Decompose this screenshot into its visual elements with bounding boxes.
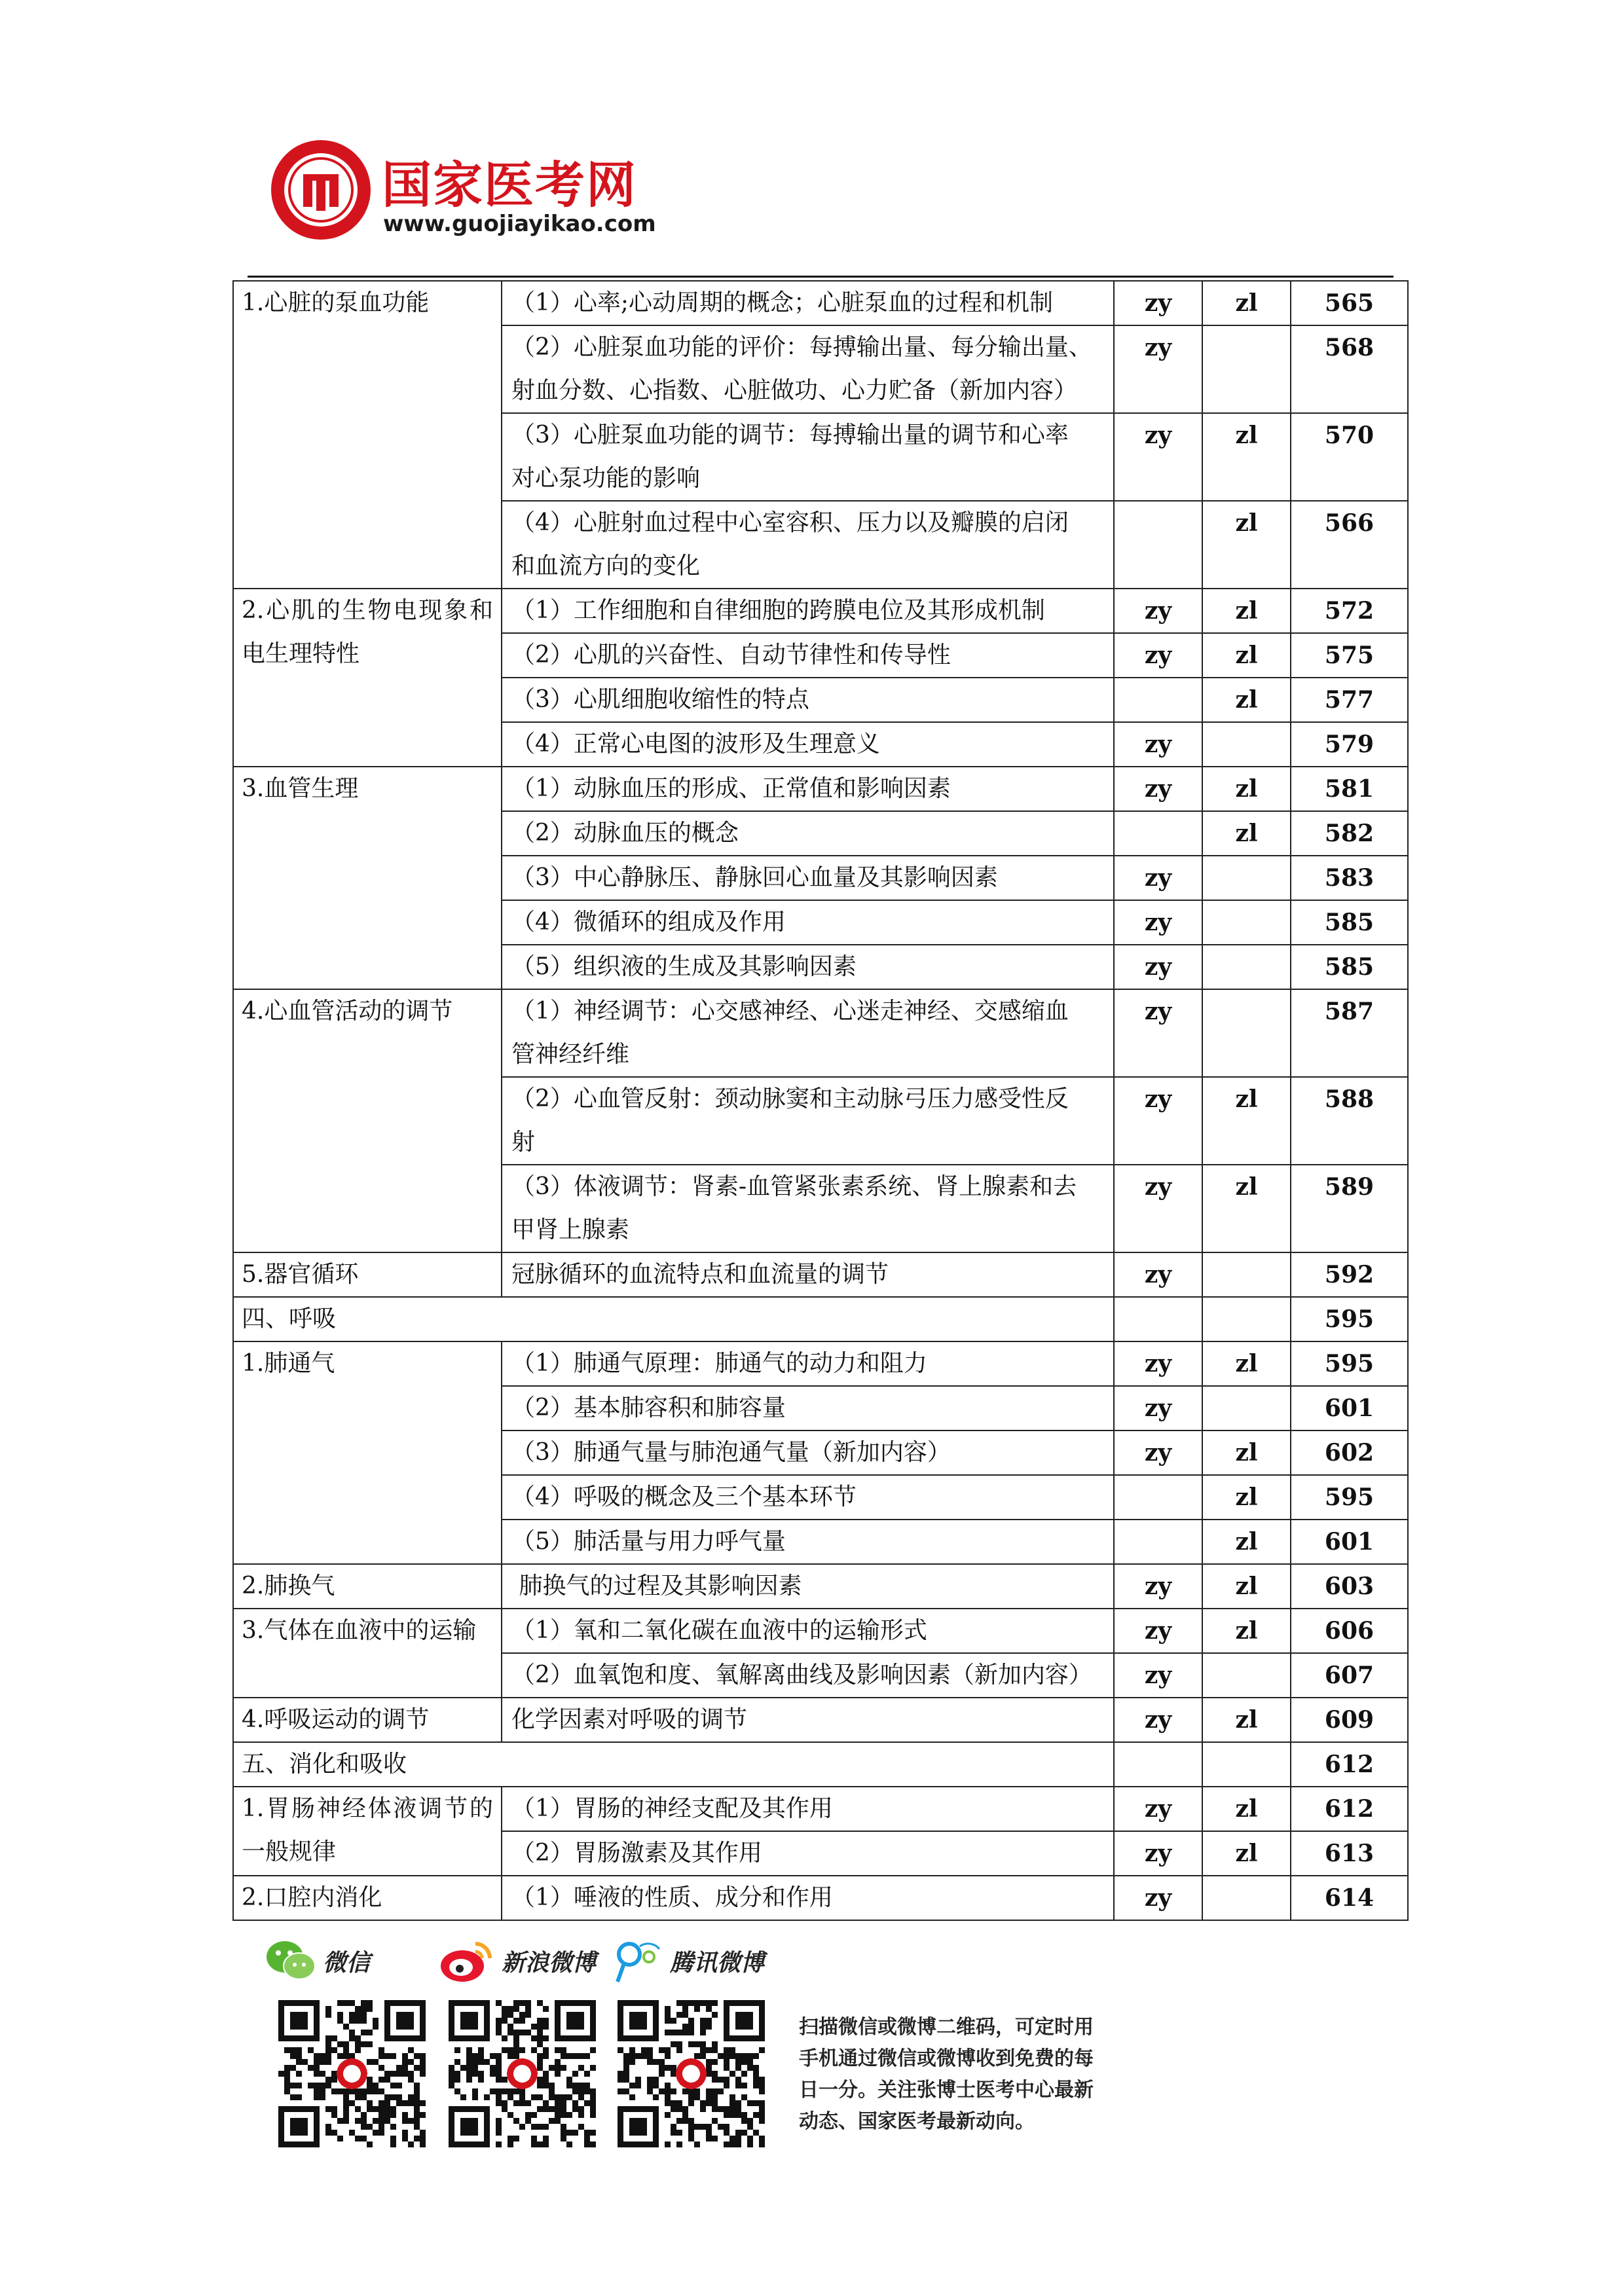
zl-cell — [1202, 856, 1291, 900]
zy-cell — [1114, 678, 1202, 722]
sina-weibo-icon — [439, 1937, 495, 1984]
zl-cell: zl — [1202, 1698, 1291, 1742]
unit-cell: 5.器官循环 — [233, 1252, 502, 1297]
sina-weibo-qr-code-icon[interactable] — [449, 2000, 596, 2147]
topic-line: 射 — [511, 1129, 536, 1156]
unit-cell: 4.呼吸运动的调节 — [233, 1698, 502, 1742]
zy-cell: zy — [1114, 1564, 1202, 1609]
page-cell: 609 — [1291, 1698, 1408, 1742]
topic-cell — [502, 989, 1114, 1077]
section-title: 四、呼吸 — [233, 1297, 1114, 1341]
unit-cell: 2.肺换气 — [233, 1564, 502, 1609]
topic-cell — [502, 811, 1114, 856]
topic-cell — [502, 1520, 1114, 1564]
footer — [265, 1935, 1182, 2170]
zl-cell: zl — [1202, 413, 1291, 501]
syllabus-table — [232, 280, 1409, 1921]
topic-cell — [502, 1609, 1114, 1653]
page-cell: 612 — [1291, 1742, 1408, 1787]
zl-cell — [1202, 1386, 1291, 1430]
topic-cell — [502, 633, 1114, 678]
wechat-icon — [265, 1939, 316, 1983]
topic-line: （3）心肌细胞收缩性的特点 — [511, 686, 809, 713]
zy-cell — [1114, 1520, 1202, 1564]
zy-cell: zy — [1114, 281, 1202, 325]
zl-cell: zl — [1202, 1475, 1291, 1520]
topic-cell — [502, 1564, 1114, 1609]
page-cell: 595 — [1291, 1341, 1408, 1386]
table-row — [233, 1609, 1408, 1653]
page-cell: 570 — [1291, 413, 1408, 501]
zy-cell — [1114, 1742, 1202, 1787]
topic-cell — [502, 1077, 1114, 1165]
topic-line: （1）神经调节：心交感神经、心迷走神经、交感缩血 — [511, 998, 1069, 1025]
page-cell: 579 — [1291, 722, 1408, 767]
zy-cell: zy — [1114, 1386, 1202, 1430]
brand-url[interactable]: www.guojiayikao.com — [383, 211, 656, 237]
topic-cell — [502, 501, 1114, 589]
page-cell: 602 — [1291, 1430, 1408, 1475]
topic-cell — [502, 1653, 1114, 1698]
page-cell: 568 — [1291, 325, 1408, 413]
zy-cell: zy — [1114, 1787, 1202, 1831]
topic-line: （3）中心静脉压、静脉回心血量及其影响因素 — [511, 864, 998, 891]
zy-cell: zy — [1114, 722, 1202, 767]
topic-line: （3）肺通气量与肺泡通气量（新加内容） — [511, 1439, 951, 1466]
table-row — [233, 1787, 1408, 1831]
zy-cell: zy — [1114, 1341, 1202, 1386]
zy-cell: zy — [1114, 413, 1202, 501]
topic-cell — [502, 856, 1114, 900]
page-cell: 587 — [1291, 989, 1408, 1077]
table-row — [233, 1876, 1408, 1920]
zl-cell: zl — [1202, 1520, 1291, 1564]
page-cell: 572 — [1291, 589, 1408, 633]
zy-cell: zy — [1114, 945, 1202, 989]
topic-cell — [502, 900, 1114, 945]
page-cell: 601 — [1291, 1386, 1408, 1430]
unit-cell: 1.心脏的泵血功能 — [233, 281, 502, 589]
zy-cell — [1114, 811, 1202, 856]
topic-cell — [502, 1698, 1114, 1742]
zy-cell: zy — [1114, 1252, 1202, 1297]
topic-line: （1）唾液的性质、成分和作用 — [511, 1884, 833, 1911]
topic-line: （1）肺通气原理：肺通气的动力和阻力 — [511, 1350, 927, 1377]
zy-cell: zy — [1114, 325, 1202, 413]
topic-cell — [502, 1165, 1114, 1252]
site-logo[interactable] — [265, 131, 697, 246]
zy-cell: zy — [1114, 1609, 1202, 1653]
topic-cell — [502, 1787, 1114, 1831]
table-row — [233, 589, 1408, 633]
topic-line: （1）工作细胞和自律细胞的跨膜电位及其形成机制 — [511, 597, 1045, 624]
tencent-weibo-label: 腾讯微博 — [670, 1949, 765, 1977]
zl-cell — [1202, 1653, 1291, 1698]
footer-note-line: 手机通过微信或微博收到免费的每 — [799, 2047, 1094, 2070]
page-cell: 595 — [1291, 1297, 1408, 1341]
zl-cell: zl — [1202, 1341, 1291, 1386]
page-cell: 612 — [1291, 1787, 1408, 1831]
topic-line: （2）血氧饱和度、氧解离曲线及影响因素（新加内容） — [511, 1662, 1092, 1688]
topic-cell — [502, 1831, 1114, 1876]
topic-cell — [502, 413, 1114, 501]
table-row — [233, 767, 1408, 811]
page-cell: 613 — [1291, 1831, 1408, 1876]
zl-cell — [1202, 945, 1291, 989]
zy-cell: zy — [1114, 1165, 1202, 1252]
footer-note — [799, 2012, 1166, 2138]
zl-cell: zl — [1202, 767, 1291, 811]
page-cell: 607 — [1291, 1653, 1408, 1698]
topic-line: （1）胃肠的神经支配及其作用 — [511, 1795, 833, 1822]
topic-cell — [502, 1252, 1114, 1297]
sina-weibo-label: 新浪微博 — [502, 1949, 597, 1977]
section-title: 五、消化和吸收 — [233, 1742, 1114, 1787]
topic-line: （2）动脉血压的概念 — [511, 820, 739, 847]
zy-cell: zy — [1114, 767, 1202, 811]
topic-line: （3）心脏泵血功能的调节：每搏输出量的调节和心率 — [511, 422, 1069, 448]
zy-cell — [1114, 1297, 1202, 1341]
page-cell: 614 — [1291, 1876, 1408, 1920]
table-row — [233, 1698, 1408, 1742]
zl-cell: zl — [1202, 281, 1291, 325]
zl-cell: zl — [1202, 1609, 1291, 1653]
emblem-icon — [265, 137, 377, 242]
page-cell: 592 — [1291, 1252, 1408, 1297]
zl-cell: zl — [1202, 633, 1291, 678]
page-cell: 585 — [1291, 900, 1408, 945]
wechat-link[interactable] — [265, 1935, 370, 1987]
topic-line: （4）呼吸的概念及三个基本环节 — [511, 1484, 857, 1510]
page-cell: 585 — [1291, 945, 1408, 989]
unit-cell: 4.心血管活动的调节 — [233, 989, 502, 1252]
page-cell: 577 — [1291, 678, 1408, 722]
page-cell: 606 — [1291, 1609, 1408, 1653]
wechat-label: 微信 — [323, 1949, 371, 1977]
topic-line: 冠脉循环的血流特点和血流量的调节 — [511, 1261, 889, 1288]
zy-cell: zy — [1114, 1430, 1202, 1475]
topic-line: （4）微循环的组成及作用 — [511, 909, 786, 936]
unit-cell: 1.胃肠神经体液调节的一般规律 — [233, 1787, 502, 1876]
zy-cell: zy — [1114, 856, 1202, 900]
topic-line: （5）组织液的生成及其影响因素 — [511, 953, 857, 980]
topic-line: （2）心肌的兴奋性、自动节律性和传导性 — [511, 642, 951, 668]
topic-line: （4）心脏射血过程中心室容积、压力以及瓣膜的启闭 — [511, 509, 1069, 536]
topic-line: （1）动脉血压的形成、正常值和影响因素 — [511, 775, 951, 802]
table-row — [233, 1252, 1408, 1297]
zl-cell: zl — [1202, 678, 1291, 722]
unit-cell: 3.血管生理 — [233, 767, 502, 989]
zy-cell: zy — [1114, 1876, 1202, 1920]
wechat-qr-code-icon[interactable] — [278, 2000, 426, 2147]
topic-cell — [502, 1475, 1114, 1520]
zy-cell: zy — [1114, 633, 1202, 678]
topic-cell — [502, 945, 1114, 989]
topic-line: 管神经纤维 — [511, 1041, 630, 1068]
zy-cell — [1114, 501, 1202, 589]
topic-cell — [502, 1876, 1114, 1920]
topic-line: （5）肺活量与用力呼气量 — [511, 1528, 786, 1555]
tencent-weibo-link[interactable] — [611, 1935, 764, 1987]
topic-line: （3）体液调节：肾素-血管紧张素系统、肾上腺素和去 — [511, 1173, 1077, 1200]
table-row — [233, 281, 1408, 325]
zl-cell — [1202, 722, 1291, 767]
tencent-weibo-icon — [611, 1937, 663, 1984]
page-cell: 603 — [1291, 1564, 1408, 1609]
unit-cell: 1.肺通气 — [233, 1341, 502, 1564]
zl-cell — [1202, 900, 1291, 945]
page-cell: 588 — [1291, 1077, 1408, 1165]
topic-line: 肺换气的过程及其影响因素 — [511, 1573, 802, 1599]
zl-cell: zl — [1202, 1787, 1291, 1831]
topic-cell — [502, 1341, 1114, 1386]
page-cell: 589 — [1291, 1165, 1408, 1252]
topic-line: 和血流方向的变化 — [511, 553, 701, 579]
section-row — [233, 1742, 1408, 1787]
brand-name: 国家医考网 — [382, 156, 637, 214]
topic-line: 对心泵功能的影响 — [511, 465, 701, 492]
page-cell: 582 — [1291, 811, 1408, 856]
sina-weibo-link[interactable] — [439, 1935, 596, 1987]
topic-cell — [502, 1386, 1114, 1430]
topic-cell — [502, 589, 1114, 633]
table-row — [233, 1341, 1408, 1386]
topic-line: （1）心率;心动周期的概念；心脏泵血的过程和机制 — [511, 289, 1054, 316]
unit-cell: 2.口腔内消化 — [233, 1876, 502, 1920]
topic-line: （4）正常心电图的波形及生理意义 — [511, 731, 880, 757]
zy-cell — [1114, 1475, 1202, 1520]
topic-line: （2）胃肠激素及其作用 — [511, 1840, 762, 1867]
topic-cell — [502, 1430, 1114, 1475]
footer-note-line: 扫描微信或微博二维码，可定时用 — [799, 2016, 1094, 2039]
topic-line: （1）氧和二氧化碳在血液中的运输形式 — [511, 1617, 927, 1644]
topic-line: （2）心血管反射：颈动脉窦和主动脉弓压力感受性反 — [511, 1085, 1069, 1112]
zy-cell: zy — [1114, 1077, 1202, 1165]
tencent-weibo-qr-code-icon[interactable] — [618, 2000, 765, 2147]
table-row — [233, 1564, 1408, 1609]
footer-note-line: 动态、国家医考最新动向。 — [799, 2110, 1035, 2133]
topic-line: 甲肾上腺素 — [511, 1216, 630, 1243]
zl-cell — [1202, 1297, 1291, 1341]
topic-cell — [502, 678, 1114, 722]
page-cell: 581 — [1291, 767, 1408, 811]
topic-cell — [502, 722, 1114, 767]
zl-cell — [1202, 325, 1291, 413]
zy-cell: zy — [1114, 1831, 1202, 1876]
section-row — [233, 1297, 1408, 1341]
page-cell: 575 — [1291, 633, 1408, 678]
zl-cell: zl — [1202, 1831, 1291, 1876]
header-divider — [248, 276, 1393, 278]
unit-cell: 3.气体在血液中的运输 — [233, 1609, 502, 1698]
page-cell: 583 — [1291, 856, 1408, 900]
zl-cell: zl — [1202, 1077, 1291, 1165]
topic-cell — [502, 281, 1114, 325]
zl-cell: zl — [1202, 589, 1291, 633]
zy-cell: zy — [1114, 1698, 1202, 1742]
unit-cell: 2.心肌的生物电现象和电生理特性 — [233, 589, 502, 767]
topic-cell — [502, 325, 1114, 413]
topic-line: （2）心脏泵血功能的评价：每搏输出量、每分输出量、 — [511, 334, 1092, 361]
zl-cell — [1202, 1876, 1291, 1920]
page-cell: 565 — [1291, 281, 1408, 325]
topic-cell — [502, 767, 1114, 811]
zl-cell — [1202, 1742, 1291, 1787]
zl-cell: zl — [1202, 501, 1291, 589]
zy-cell: zy — [1114, 989, 1202, 1077]
zl-cell: zl — [1202, 1564, 1291, 1609]
topic-line: （2）基本肺容积和肺容量 — [511, 1394, 786, 1421]
zy-cell: zy — [1114, 1653, 1202, 1698]
zl-cell: zl — [1202, 811, 1291, 856]
zl-cell — [1202, 989, 1291, 1077]
zy-cell: zy — [1114, 900, 1202, 945]
topic-line: 化学因素对呼吸的调节 — [511, 1706, 748, 1733]
page-cell: 566 — [1291, 501, 1408, 589]
page-cell: 601 — [1291, 1520, 1408, 1564]
zl-cell: zl — [1202, 1430, 1291, 1475]
page-cell: 595 — [1291, 1475, 1408, 1520]
table-row — [233, 989, 1408, 1077]
topic-line: 射血分数、心指数、心脏做功、心力贮备（新加内容） — [511, 377, 1078, 404]
zl-cell — [1202, 1252, 1291, 1297]
zl-cell: zl — [1202, 1165, 1291, 1252]
footer-note-line: 日一分。关注张博士医考中心最新 — [799, 2079, 1094, 2102]
zy-cell: zy — [1114, 589, 1202, 633]
